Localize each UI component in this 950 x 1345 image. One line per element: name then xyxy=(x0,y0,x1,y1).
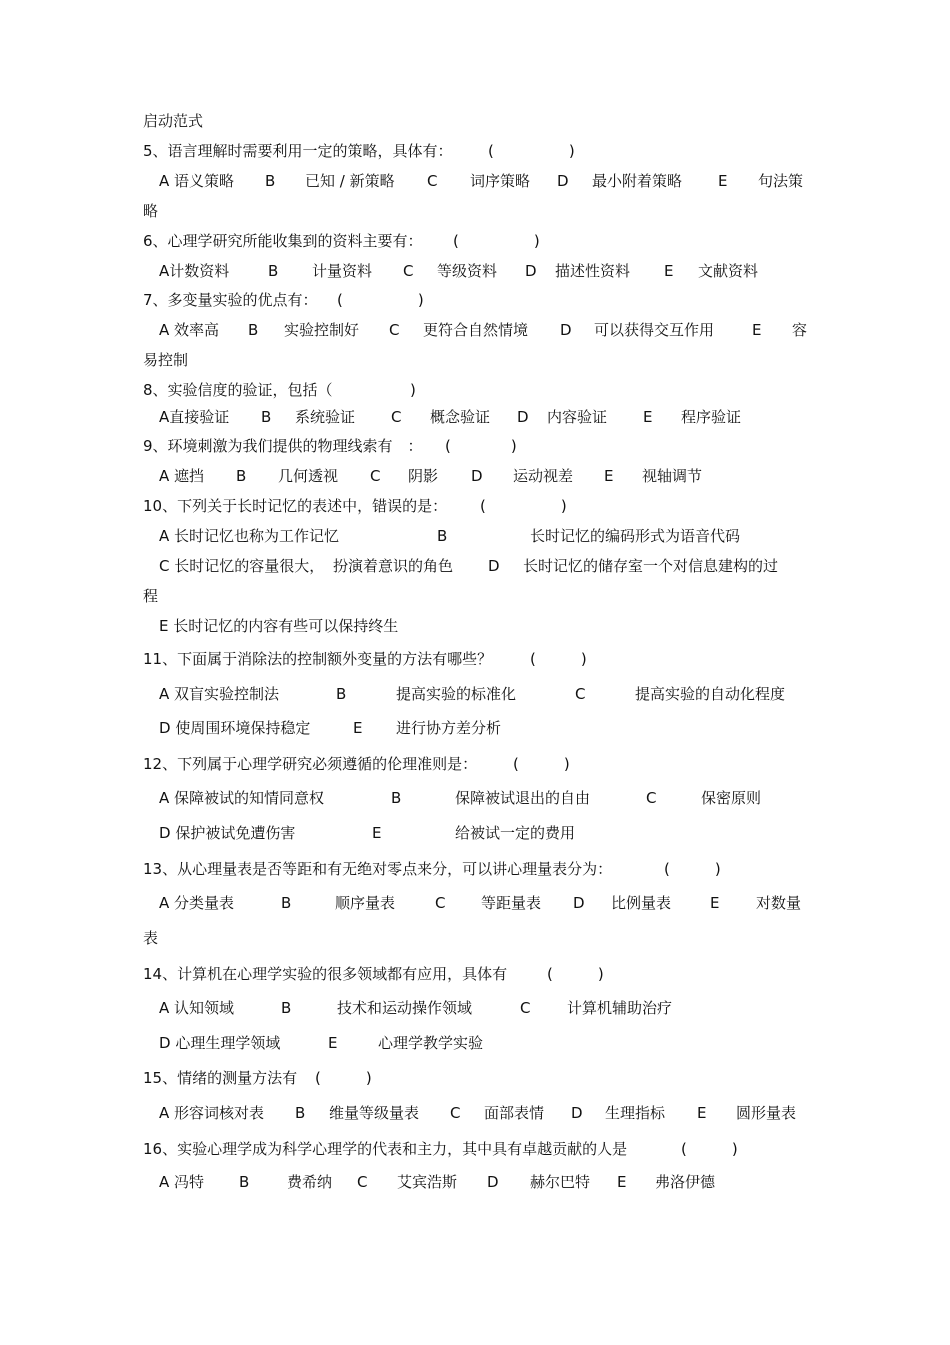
q10-options-1-cell-2: 长时记忆的编码形式为语音代码 xyxy=(530,527,741,545)
q5-options-cell-7: E xyxy=(718,172,728,190)
q9-stem: 9、环境刺激为我们提供的物理线索有 ： xyxy=(143,437,423,455)
q5-options-cell-0: A 语义策略 xyxy=(159,172,235,190)
q7-options-cell-8: 容 xyxy=(792,321,808,339)
q13-options-cell-1: B xyxy=(281,894,292,912)
q10-options-3-cell-0: E 长时记忆的内容有些可以保持终生 xyxy=(159,617,399,635)
q11-options-1-cell-3: C xyxy=(575,685,586,703)
q9-options-cell-7: E xyxy=(604,467,614,485)
q5-options-cell-3: C xyxy=(427,172,438,190)
q12-options-1-cell-3: C xyxy=(646,789,657,807)
q5-wrap: 略 xyxy=(143,202,159,220)
q12-options-2-cell-0: D 保护被试免遭伤害 xyxy=(159,824,296,842)
q13-options-cell-2: 顺序量表 xyxy=(335,894,396,912)
q7-options-cell-4: 更符合自然情境 xyxy=(423,321,529,339)
q10-options-2-cell-3: 长时记忆的储存室一个对信息建构的过 xyxy=(523,557,779,575)
q7-wrap: 易控制 xyxy=(143,351,189,369)
q7-options-cell-5: D xyxy=(560,321,572,339)
q10-options-2-cell-2: D xyxy=(488,557,500,575)
q16-options-cell-4: 艾宾浩斯 xyxy=(397,1173,458,1191)
q5-options-cell-4: 词序策略 xyxy=(470,172,531,190)
q14-options-1-cell-0: A 认知领域 xyxy=(159,999,235,1017)
q15-options-cell-0: A 形容词核对表 xyxy=(159,1104,265,1122)
q14-stem-answer-blank: ( ) xyxy=(547,965,604,983)
q12-options-2-cell-1: E xyxy=(372,824,382,842)
q10-options-1-cell-1: B xyxy=(437,527,448,545)
q8-options-cell-0: A直接验证 xyxy=(159,408,230,426)
q9-options-cell-2: 几何透视 xyxy=(278,467,339,485)
q7-options-cell-7: E xyxy=(752,321,762,339)
q6-options-cell-8: 文献资料 xyxy=(698,262,759,280)
q6-stem-answer-blank: ( ) xyxy=(453,232,540,250)
q11-stem-answer-blank: ( ) xyxy=(530,650,587,668)
q5-options-cell-5: D xyxy=(557,172,569,190)
q13-options-cell-3: C xyxy=(435,894,446,912)
q11-options-2-cell-2: 进行协方差分析 xyxy=(396,719,502,737)
q13-options-cell-8: 对数量 xyxy=(756,894,802,912)
q5-stem-answer-blank: ( ) xyxy=(488,142,575,160)
q14-options-2-cell-2: 心理学教学实验 xyxy=(378,1034,484,1052)
q8-options-cell-1: B xyxy=(261,408,272,426)
q12-options-2-cell-2: 给被试一定的费用 xyxy=(455,824,576,842)
q9-options-cell-1: B xyxy=(236,467,247,485)
q13-stem: 13、从心理量表是否等距和有无绝对零点来分，可以讲心理量表分为： xyxy=(143,860,613,878)
q15-options-cell-5: D xyxy=(571,1104,583,1122)
q7-options-cell-0: A 效率高 xyxy=(159,321,220,339)
q7-options-cell-6: 可以获得交互作用 xyxy=(594,321,715,339)
q8-options-cell-4: 概念验证 xyxy=(430,408,491,426)
q8-options-cell-2: 系统验证 xyxy=(295,408,356,426)
q12-options-1-cell-1: B xyxy=(391,789,402,807)
q11-options-2-cell-0: D 使周围环境保持稳定 xyxy=(159,719,311,737)
q9-options-cell-0: A 遮挡 xyxy=(159,467,205,485)
q12-options-1-cell-0: A 保障被试的知情同意权 xyxy=(159,789,325,807)
q6-options-cell-1: B xyxy=(268,262,279,280)
q16-options-cell-6: 赫尔巴特 xyxy=(530,1173,591,1191)
q7-options-cell-2: 实验控制好 xyxy=(284,321,360,339)
q15-options-cell-3: C xyxy=(450,1104,461,1122)
q5-stem: 5、语言理解时需要利用一定的策略，具体有： xyxy=(143,142,453,160)
q10-options-2-cell-1: 扮演着意识的角色 xyxy=(333,557,454,575)
q16-options-cell-7: E xyxy=(617,1173,627,1191)
q15-options-cell-7: E xyxy=(697,1104,707,1122)
q9-options-cell-3: C xyxy=(370,467,381,485)
q14-options-1-cell-1: B xyxy=(281,999,292,1017)
q10-stem: 10、下列关于长时记忆的表述中，错误的是： xyxy=(143,497,448,515)
q7-options-cell-3: C xyxy=(389,321,400,339)
q16-options-cell-3: C xyxy=(357,1173,368,1191)
q7-stem: 7、多变量实验的优点有： xyxy=(143,291,318,309)
q12-options-1-cell-4: 保密原则 xyxy=(701,789,762,807)
q5-options-cell-8: 句法策 xyxy=(758,172,804,190)
q15-options-cell-2: 维量等级量表 xyxy=(329,1104,420,1122)
q12-stem: 12、下列属于心理学研究必须遵循的伦理准则是： xyxy=(143,755,478,773)
q6-options-cell-0: A计数资料 xyxy=(159,262,230,280)
q15-options-cell-6: 生理指标 xyxy=(605,1104,666,1122)
q9-options-cell-4: 阴影 xyxy=(408,467,439,485)
q14-stem: 14、计算机在心理学实验的很多领域都有应用，具体有 xyxy=(143,965,508,983)
q6-options-cell-6: 描述性资料 xyxy=(555,262,631,280)
q6-options-cell-2: 计量资料 xyxy=(312,262,373,280)
q8-options-cell-7: E xyxy=(643,408,653,426)
q15-stem-answer-blank: ( ) xyxy=(315,1069,372,1087)
q10-options-2-cell-0: C 长时记忆的容量很大， xyxy=(159,557,325,575)
q14-options-1-cell-3: C xyxy=(520,999,531,1017)
q15-options-cell-8: 圆形量表 xyxy=(736,1104,797,1122)
q10-options-1-cell-0: A 长时记忆也称为工作记忆 xyxy=(159,527,340,545)
q5-options-cell-1: B xyxy=(265,172,276,190)
q14-options-2-cell-1: E xyxy=(328,1034,338,1052)
fragment-start-paradigm: 启动范式 xyxy=(143,112,204,130)
q16-options-cell-0: A 冯特 xyxy=(159,1173,205,1191)
q10-wrap: 程 xyxy=(143,587,159,605)
q16-stem: 16、实验心理学成为科学心理学的代表和主力，其中具有卓越贡献的人是 xyxy=(143,1140,628,1158)
q11-options-1-cell-1: B xyxy=(336,685,347,703)
q11-options-1-cell-2: 提高实验的标准化 xyxy=(396,685,517,703)
q6-options-cell-4: 等级资料 xyxy=(437,262,498,280)
q16-options-cell-2: 费希纳 xyxy=(287,1173,333,1191)
q16-options-cell-5: D xyxy=(487,1173,499,1191)
q13-stem-answer-blank: ( ) xyxy=(664,860,721,878)
q6-options-cell-3: C xyxy=(403,262,414,280)
q15-options-cell-1: B xyxy=(295,1104,306,1122)
q8-stem: 8、实验信度的验证，包括（ xyxy=(143,381,333,399)
q13-options-cell-7: E xyxy=(710,894,720,912)
q14-options-1-cell-4: 计算机辅助治疗 xyxy=(567,999,673,1017)
q16-options-cell-1: B xyxy=(239,1173,250,1191)
q11-options-1-cell-0: A 双盲实验控制法 xyxy=(159,685,280,703)
q9-options-cell-8: 视轴调节 xyxy=(642,467,703,485)
q10-stem-answer-blank: ( ) xyxy=(480,497,567,515)
q5-options-cell-6: 最小附着策略 xyxy=(592,172,683,190)
q6-options-cell-7: E xyxy=(664,262,674,280)
q13-options-cell-6: 比例量表 xyxy=(611,894,672,912)
q9-stem-answer-blank: ( ) xyxy=(445,437,517,455)
q14-options-1-cell-2: 技术和运动操作领域 xyxy=(337,999,473,1017)
q6-options-cell-5: D xyxy=(525,262,537,280)
q12-options-1-cell-2: 保障被试退出的自由 xyxy=(455,789,591,807)
q8-stem-answer-blank: ) xyxy=(335,381,416,399)
q6-stem: 6、心理学研究所能收集到的资料主要有： xyxy=(143,232,423,250)
q7-stem-answer-blank: ( ) xyxy=(337,291,424,309)
q8-options-cell-3: C xyxy=(391,408,402,426)
q13-options-cell-5: D xyxy=(573,894,585,912)
q11-stem: 11、下面属于消除法的控制额外变量的方法有哪些？ xyxy=(143,650,493,668)
q7-options-cell-1: B xyxy=(248,321,259,339)
q12-stem-answer-blank: ( ) xyxy=(513,755,570,773)
q11-options-2-cell-1: E xyxy=(353,719,363,737)
q16-options-cell-8: 弗洛伊德 xyxy=(655,1173,716,1191)
q11-options-1-cell-4: 提高实验的自动化程度 xyxy=(635,685,786,703)
q13-options-cell-0: A 分类量表 xyxy=(159,894,235,912)
q13-wrap: 表 xyxy=(143,929,159,947)
q9-options-cell-5: D xyxy=(471,467,483,485)
q13-options-cell-4: 等距量表 xyxy=(481,894,542,912)
q8-options-cell-6: 内容验证 xyxy=(547,408,608,426)
q16-stem-answer-blank: ( ) xyxy=(681,1140,738,1158)
q15-options-cell-4: 面部表情 xyxy=(484,1104,545,1122)
q15-stem: 15、情绪的测量方法有 xyxy=(143,1069,298,1087)
q8-options-cell-5: D xyxy=(517,408,529,426)
q5-options-cell-2: 已知 / 新策略 xyxy=(305,172,395,190)
q9-options-cell-6: 运动视差 xyxy=(513,467,574,485)
q8-options-cell-8: 程序验证 xyxy=(681,408,742,426)
q14-options-2-cell-0: D 心理生理学领域 xyxy=(159,1034,281,1052)
